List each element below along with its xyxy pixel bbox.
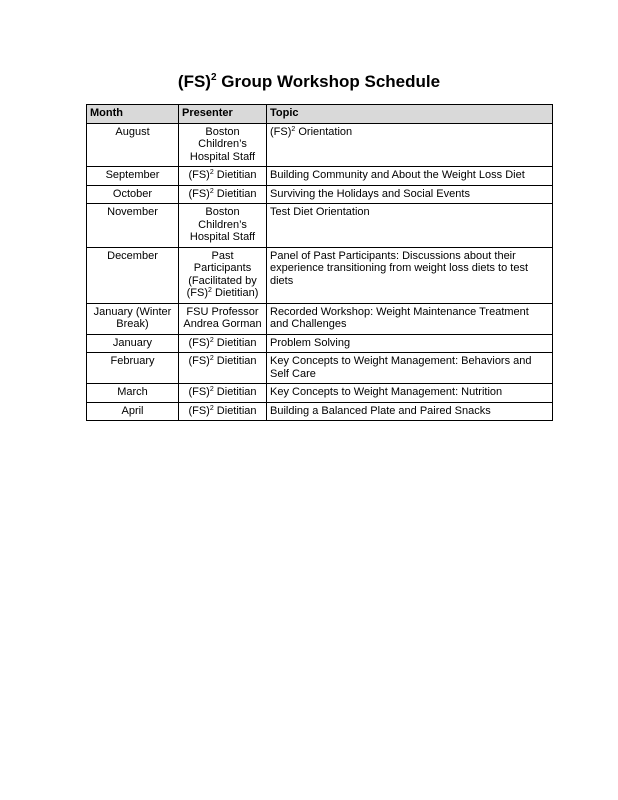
presenter-cell — [179, 123, 267, 167]
topic-text: Recorded Workshop: Weight Maintenance Treatment and Challenges — [270, 305, 529, 330]
month-cell: February — [87, 353, 179, 384]
topic-text: (FS) — [270, 125, 292, 138]
superscript-text: 2 — [209, 386, 214, 393]
table-header-row — [87, 105, 553, 124]
topic-text: Building a Balanced Plate and Paired Snacks — [270, 404, 491, 417]
topic-cell — [267, 185, 553, 204]
table-row — [87, 123, 553, 167]
table-row — [87, 353, 553, 384]
presenter-cell — [179, 402, 267, 421]
topic-text: Test Diet Orientation — [270, 206, 370, 218]
title-prefix: (FS) — [177, 72, 211, 91]
header-topic: Topic — [267, 105, 553, 124]
presenter-text: (FS) — [188, 355, 210, 367]
presenter-text: FSU Professor Andrea Gorman — [183, 305, 262, 330]
topic-text: Surviving the Holidays and Social Events — [270, 187, 470, 200]
superscript-text: 2 — [209, 404, 214, 412]
topic-cell — [267, 204, 553, 248]
presenter-text: Dietitian) — [211, 287, 259, 299]
presenter-text: Dietitian — [213, 355, 257, 367]
presenter-text: Dietitian — [213, 336, 257, 349]
title-suffix: Group Workshop Schedule — [216, 72, 441, 91]
topic-cell — [267, 167, 553, 186]
topic-text: Key Concepts to Weight Management: Behaviors and Self Care — [270, 355, 532, 380]
topic-text: Key Concepts to Weight Management: Nutrition — [270, 386, 503, 398]
topic-text: Problem Solving — [270, 336, 351, 349]
presenter-text: (FS) — [188, 187, 210, 200]
header-month: Month — [87, 105, 179, 124]
table-row — [87, 247, 553, 303]
presenter-cell — [179, 204, 267, 248]
topic-cell — [267, 247, 553, 303]
presenter-text: Boston Children’s Hospital Staff — [189, 206, 256, 243]
presenter-text: (FS) — [188, 404, 210, 417]
presenter-text: Past Participants (Facilitated by (FS) — [186, 249, 257, 299]
table-row — [87, 384, 553, 403]
topic-cell — [267, 384, 553, 403]
title-superscript: 2 — [210, 72, 217, 83]
table-row — [87, 334, 553, 353]
topic-text: Orientation — [295, 125, 353, 138]
table-row — [87, 303, 553, 334]
superscript-text: 2 — [209, 187, 214, 195]
month-cell: November — [87, 204, 179, 248]
superscript-text: 2 — [209, 336, 214, 344]
presenter-cell — [179, 353, 267, 384]
presenter-text: Dietitian — [213, 404, 257, 417]
topic-cell — [267, 123, 553, 167]
workshop-schedule-table — [86, 104, 553, 421]
presenter-text: (FS) — [188, 169, 210, 181]
table-row — [87, 204, 553, 248]
presenter-cell — [179, 185, 267, 204]
presenter-text: Dietitian — [213, 386, 257, 398]
month-cell: January — [87, 334, 179, 353]
table-row — [87, 185, 553, 204]
header-presenter: Presenter — [179, 105, 267, 124]
presenter-cell — [179, 384, 267, 403]
presenter-text: Boston Children’s Hospital Staff — [189, 125, 256, 163]
topic-text: Panel of Past Participants: Discussions about their experience transitioning from weight loss diets to test diets — [270, 249, 529, 287]
month-cell: August — [87, 123, 179, 167]
presenter-text: Dietitian — [213, 187, 257, 200]
page-title — [0, 71, 618, 93]
month-cell: October — [87, 185, 179, 204]
topic-cell — [267, 402, 553, 421]
presenter-cell — [179, 167, 267, 186]
presenter-cell — [179, 247, 267, 303]
topic-text: Building Community and About the Weight Loss Diet — [270, 169, 525, 181]
superscript-text: 2 — [291, 125, 296, 133]
presenter-cell — [179, 334, 267, 353]
table-row — [87, 402, 553, 421]
month-cell: January (Winter Break) — [87, 303, 179, 334]
table-body — [87, 123, 553, 421]
presenter-text: (FS) — [188, 336, 210, 349]
month-cell: March — [87, 384, 179, 403]
superscript-text: 2 — [209, 169, 214, 176]
presenter-text: (FS) — [188, 386, 210, 398]
table-row — [87, 167, 553, 186]
presenter-cell — [179, 303, 267, 334]
superscript-text: 2 — [209, 355, 214, 362]
month-cell: April — [87, 402, 179, 421]
month-cell: September — [87, 167, 179, 186]
topic-cell — [267, 303, 553, 334]
topic-cell — [267, 334, 553, 353]
month-cell: December — [87, 247, 179, 303]
topic-cell — [267, 353, 553, 384]
presenter-text: Dietitian — [213, 169, 257, 181]
superscript-text: 2 — [208, 287, 212, 294]
